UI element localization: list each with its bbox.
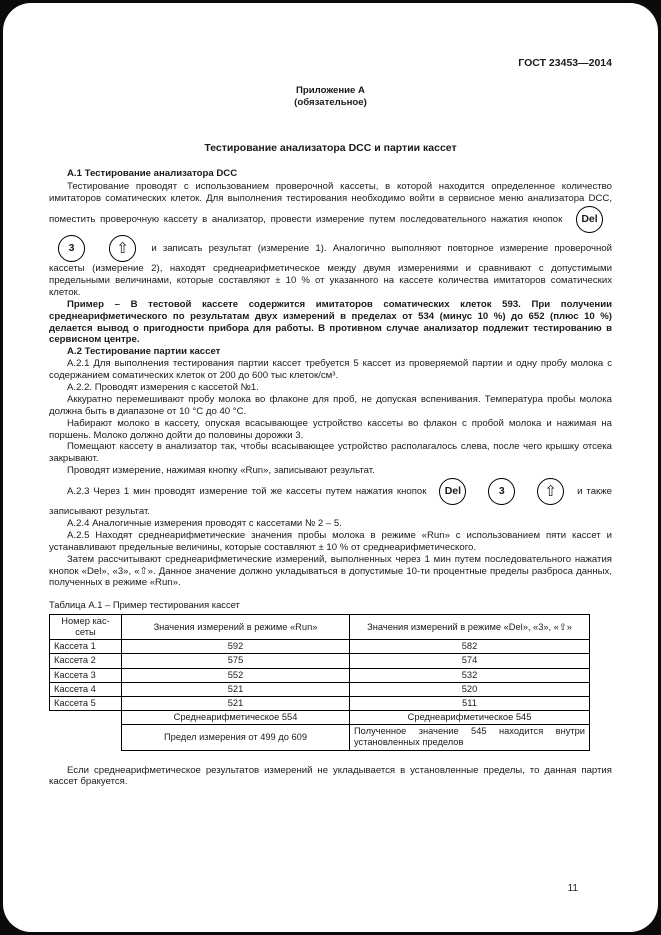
- cassette-name: Кассета 2: [50, 654, 122, 668]
- column-header-cassette: Номер кас-сеты: [50, 615, 122, 640]
- cassette-name: Кассета 4: [50, 682, 122, 696]
- a1-text-before-keys: Тестирование проводят с использованием проверочной кассеты, в которой находится определенное количество имитаторов соматических клеток. Для выполнения тестирования необходимо войти в сервисное меню анализатора DCC, поместить проверочную кассету в анализатор, провести измерение путем последовательного нажатия кнопок: [49, 181, 612, 226]
- paragraph-run: Проводят измерение, нажимая кнопку «Run», записывают результат.: [67, 465, 375, 477]
- paragraph-then: Затем рассчитывают среднеарифметические измерений, выполненных через 1 мин путем последовательного нажатия кнопок «Del», «3», «⇧». Данное значение должно укладываться в допустимые 10-ти процентные пределы разброса данных, полученных в режиме «Run».: [49, 553, 612, 589]
- table-row-summary-mean: [50, 711, 590, 725]
- appendix-heading: [49, 85, 612, 108]
- paragraph-a23: [49, 477, 612, 518]
- a23-text-before-keys: А.2.3 Через 1 мин проводят измерение той же кассеты путем нажатия кнопок: [67, 486, 427, 498]
- table-caption: Таблица А.1 – Пример тестирования кассет: [49, 599, 240, 611]
- empty-cell: [50, 725, 122, 750]
- del-value: 574: [350, 654, 590, 668]
- del-result-value: Полученное значение 545 находится внутри установленных пределов: [350, 725, 590, 750]
- appendix-type-label: (обязательное): [294, 96, 367, 108]
- paragraph-a25: А.2.5 Находят среднеарифметические значения пробы молока в режиме «Run» с использованием пяти кассет и устанавливают предельные величины, которые составляют ± 10 % от среднеарифметического.: [49, 529, 612, 553]
- run-value: 552: [122, 668, 350, 682]
- digit-3-key-icon: 3: [58, 235, 85, 262]
- paragraph-a24: А.2.4 Аналогичные измерения проводят с кассетами № 2 – 5.: [67, 518, 342, 529]
- paragraph-place: Помещают кассету в анализатор так, чтобы всасывающее устройство располагалось слева, после чего крышку отсека закрывают.: [49, 441, 612, 465]
- page-title: Тестирование анализатора DCC и партии кассет: [204, 142, 457, 155]
- cassette-name: Кассета 1: [50, 640, 122, 654]
- page-number: 11: [567, 883, 578, 894]
- appendix-label: Приложение А: [296, 85, 365, 96]
- run-value: 521: [122, 696, 350, 710]
- section-a1-paragraph: [49, 181, 612, 298]
- test-results-table: [49, 614, 590, 751]
- shift-key-icon: ⇧: [109, 235, 136, 262]
- run-limits-value: Предел измерения от 499 до 609: [122, 725, 350, 750]
- empty-cell: [50, 711, 122, 725]
- del-key-icon: Del: [576, 206, 603, 233]
- table-row: [50, 668, 590, 682]
- del-value: 520: [350, 682, 590, 696]
- del-value: 511: [350, 696, 590, 710]
- paragraph-fill: Набирают молоко в кассету, опуская всасывающее устройство кассеты во флакон с пробой молока и нажимая на поршень. Молоко должно дойти до половины дорожки 3.: [49, 417, 612, 441]
- shift-key-icon: ⇧: [537, 478, 564, 505]
- del-key-icon: Del: [439, 478, 466, 505]
- table-row: [50, 696, 590, 710]
- table-row-summary-limits: [50, 725, 590, 750]
- run-mean-value: Среднеарифметическое 554: [122, 711, 350, 725]
- a1-text-after-keys: и записать результат (измерение 1). Аналогично выполняют повторное измерение проверочной кассеты (измерение 2), находят среднеарифметическое между двумя измерениями и сравнивают с допустимыми предельными величинами, которые составляют ± 10 % от указанного на кассете количества имитаторов соматических клеток.: [49, 243, 612, 298]
- section-a2-heading: А.2 Тестирование партии кассет: [67, 346, 221, 358]
- table-row: [50, 640, 590, 654]
- section-a1-heading: А.1 Тестирование анализатора DCC: [67, 168, 238, 180]
- del-mean-value: Среднеарифметическое 545: [350, 711, 590, 725]
- run-value: 575: [122, 654, 350, 668]
- cassette-name: Кассета 5: [50, 696, 122, 710]
- closing-paragraph: Если среднеарифметическое результатов измерений не укладывается в установленные пределы, то данная партия кассет бракуется.: [49, 764, 612, 788]
- table-row: [50, 654, 590, 668]
- document-page: [3, 3, 658, 932]
- paragraph-mix: Аккуратно перемешивают пробу молока во флаконе для проб, не допуская вспенивания. Температура пробы молока должна быть в диапазоне от 10 °С до 40 °С.: [49, 393, 612, 417]
- column-header-run: Значения измерений в режиме «Run»: [122, 615, 350, 640]
- doc-code: ГОСТ 23453—2014: [518, 57, 612, 69]
- digit-3-key-icon: 3: [488, 478, 515, 505]
- paragraph-a21: А.2.1 Для выполнения тестирования партии кассет требуется 5 кассет из проверяемой партии и одну пробу молока с содержанием соматических клеток от 200 до 600 тыс клеток/см³.: [49, 358, 612, 382]
- column-header-del: Значения измерений в режиме «Del», «3», «⇧»: [350, 615, 590, 640]
- a23-text-after-keys: и также записывают результат.: [49, 486, 612, 518]
- paragraph-a22: А.2.2. Проводят измерения с кассетой №1.: [67, 381, 259, 393]
- run-value: 592: [122, 640, 350, 654]
- del-value: 532: [350, 668, 590, 682]
- example-paragraph: Пример – В тестовой кассете содержится имитаторов соматических клеток 593. При получении среднеарифметического по результатам двух измерений в пределах от 534 (минус 10 %) до 652 (плюс 10 %) делается вывод о пригодности прибора для работы. В противном случае анализатор подлежит тестированию в сервисном центре.: [49, 298, 612, 346]
- table-row: [50, 682, 590, 696]
- table-header-row: [50, 615, 590, 640]
- page-content: [3, 57, 658, 788]
- del-value: 582: [350, 640, 590, 654]
- cassette-name: Кассета 3: [50, 668, 122, 682]
- run-value: 521: [122, 682, 350, 696]
